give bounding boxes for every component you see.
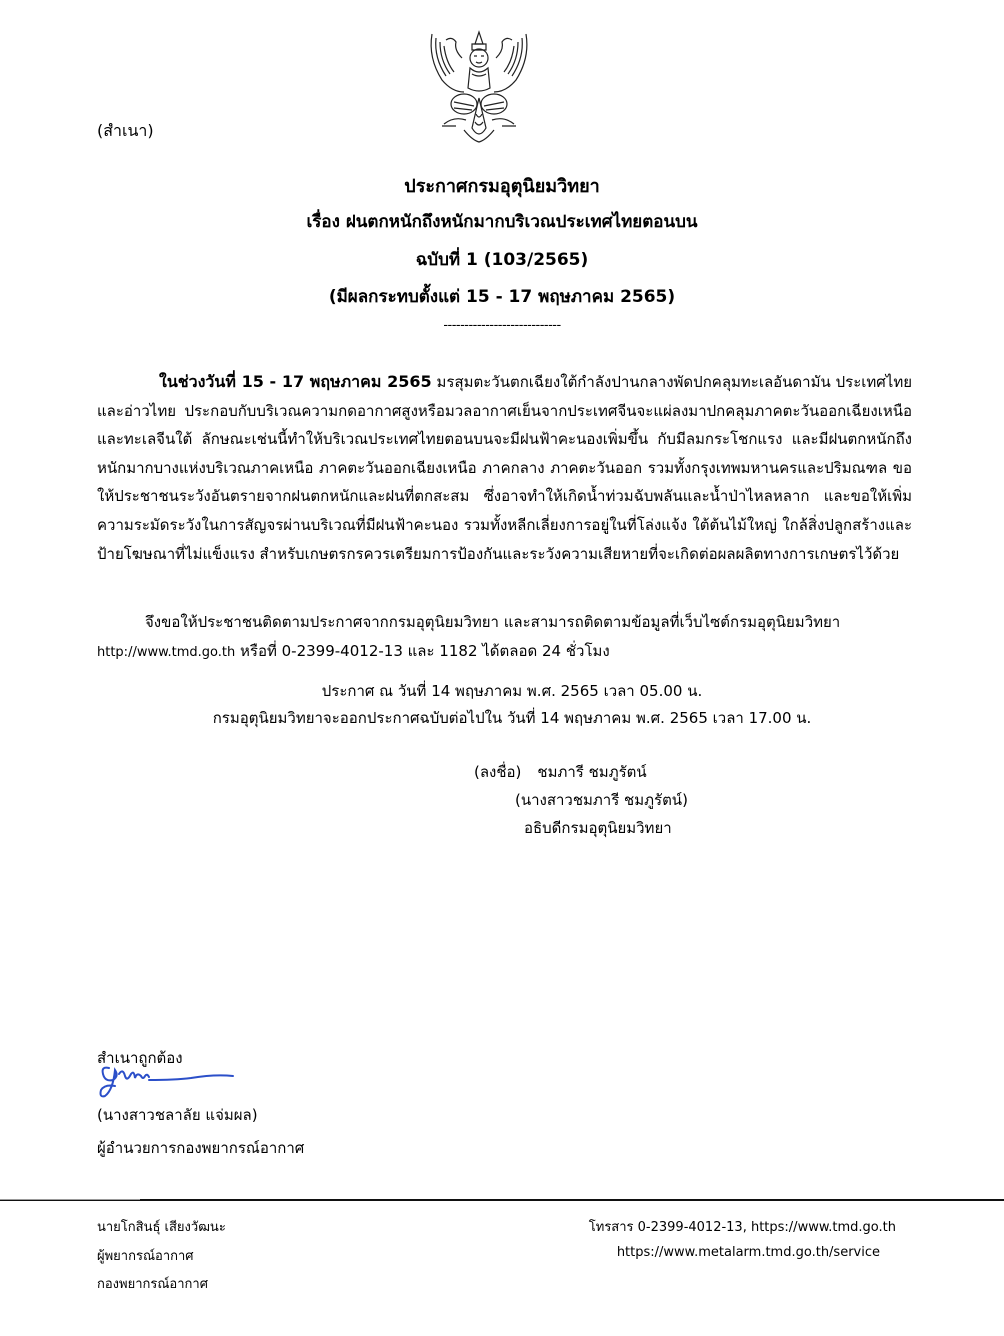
signatory-position: อธิบดีกรมอุตุนิยมวิทยา xyxy=(524,819,672,837)
copy-label: (สำเนา) xyxy=(97,121,154,140)
announcement-effective-period: (มีผลกระทบตั้งแต่ 15 - 17 พฤษภาคม 2565) xyxy=(328,287,676,307)
body-text: มรสุมตะวันตกเฉียงใต้กำลังปานกลางพัดปกคลุมทะเลอันดามัน ประเทศไทยและอ่าวไทย ประกอบกับบริเวณความกดอากาศสูงหรือมวลอากาศเย็นจากประเทศจีนจะแผ่ลงมาปกคลุมภาคตะวันออกเฉียงเหนือและทะเลจีนใต้ ลักษณะเช่นนี้ทำให้บริเวณประเทศไทยตอนบนจะมีฝนฟ้าคะนองเพิ่มขึ้น กับมีลมกระโชกแรง และมีฝนตกหนักถึงหนักมากบางแห่งบริเวณภาคเหนือ ภาคตะวันออกเฉียงเหนือ ภาคกลาง ภาคตะวันออก รวมทั้งกรุงเทพมหานครและปริมณฑล ขอให้ประชาชนระวังอันตรายจากฝนตกหนักและฝนที่ตกสะสม ซึ่งอาจทำให้เกิดน้ำท่วมฉับพลันและน้ำป่าไหลหลาก และขอให้เพิ่มความระมัดระวังในการสัญจรผ่านบริเวณที่มีฝนฟ้าคะนอง รวมทั้งหลีกเลี่ยงการอยู่ในที่โล่งแจ้ง ใต้ต้นไม้ใหญ่ ใกล้สิ่งปลูกสร้างและป้ายโฆษณาที่ไม่แข็งแรง สำหรับเกษตรกรควรเตรียมการป้องกันและระวังความเสียหายที่จะเกิดต่อผลผลิตทางการเกษตรไว้ด้วย xyxy=(97,373,913,563)
contact-text: หรือที่ 0-2399-4012-13 และ 1182 ได้ตลอด 24 ชั่วโมง xyxy=(235,642,610,660)
next-issue-datetime: กรมอุตุนิยมวิทยาจะออกประกาศฉบับต่อไปใน วันที่ 14 พฤษภาคม พ.ศ. 2565 เวลา 17.00 น. xyxy=(212,709,812,727)
issued-datetime: ประกาศ ณ วันที่ 14 พฤษภาคม พ.ศ. 2565 เวลา 05.00 น. xyxy=(321,682,703,700)
footer-fax-website[interactable]: โทรสาร 0-2399-4012-13, https://www.tmd.go.th xyxy=(588,1220,896,1235)
footer-service-link[interactable]: https://www.metalarm.tmd.go.th/service xyxy=(616,1245,880,1260)
announcement-subject: เรื่อง ฝนตกหนักถึงหนักมากบริเวณประเทศไทยตอนบน xyxy=(306,212,698,232)
title-separator: ---------------------------- xyxy=(443,318,561,333)
handwritten-signature-icon xyxy=(95,1060,235,1100)
body-text: จึงขอให้ประชาชนติดตามประกาศจากกรมอุตุนิยมวิทยา และสามารถติดตามข้อมูลที่เว็บไซต์กรมอุตุนิยมวิทยา xyxy=(145,613,841,631)
body-lead-date: ในช่วงวันที่ 15 - 17 พฤษภาคม 2565 xyxy=(159,372,432,391)
certifier-position: ผู้อำนวยการกองพยากรณ์อากาศ xyxy=(97,1139,305,1157)
certifier-name: (นางสาวชลาลัย แจ่มผล) xyxy=(97,1106,258,1124)
footer-divider xyxy=(0,1199,1004,1201)
garuda-emblem-icon xyxy=(424,28,534,144)
signatory-full-name: (นางสาวชมภารี ชมภูรัตน์) xyxy=(515,791,688,809)
sign-label: (ลงชื่อ) xyxy=(474,763,522,781)
signature-line xyxy=(474,760,647,784)
body-paragraph-1 xyxy=(97,368,912,568)
certified-copy-label: สำเนาถูกต้อง xyxy=(97,1049,183,1067)
signed-name: ชมภารี ชมภูรัตน์ xyxy=(537,763,647,781)
footer-division: กองพยากรณ์อากาศ xyxy=(97,1277,208,1292)
announcement-title: ประกาศกรมอุตุนิยมวิทยา xyxy=(404,176,600,197)
body-paragraph-2 xyxy=(97,608,912,667)
announcement-issue-number: ฉบับที่ 1 (103/2565) xyxy=(415,250,589,270)
footer-forecaster-role: ผู้พยากรณ์อากาศ xyxy=(97,1249,194,1264)
footer-forecaster-name: นายโกสินธุ์ เสียงวัฒนะ xyxy=(97,1220,226,1235)
website-link[interactable]: http://www.tmd.go.th xyxy=(97,645,236,660)
